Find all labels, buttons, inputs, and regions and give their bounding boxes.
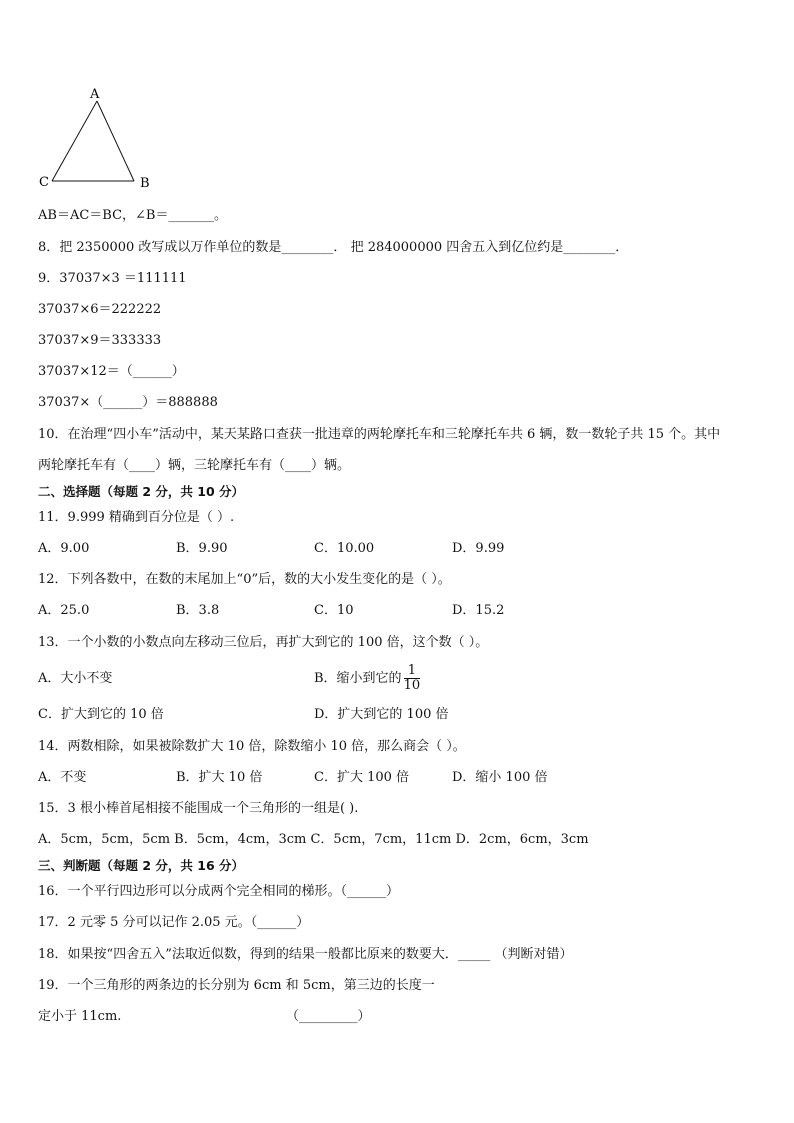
section2-title: 二、选择题（每题 2 分，共 10 分） [38,484,245,499]
q10-line1: 10．在治理“四小车”活动中，某天某路口查获一批违章的两轮摩托车和三轮摩托车共 6 辆，数一数轮子共 15 个。其中 [38,427,721,442]
vertex-a-label: A [90,87,100,102]
q18-text: 18．如果按“四舍五入”法取近似数，得到的结果一般都比原来的数要大．_____ （判断对错） [38,947,573,962]
q13-option-b-text: B．缩小到它的 [314,671,402,686]
q9-line3: 37037×9＝333333 [38,333,162,348]
q14-option-b: B．扩大 10 倍 [176,770,263,785]
q13-stem: 13．一个小数的小数点向左移动三位后，再扩大到它的 100 倍，这个数（ ）。 [38,635,489,650]
q13-option-d: D．扩大到它的 100 倍 [314,707,449,722]
q11-option-d: D．9.99 [452,541,505,556]
fraction-one-tenth [404,664,421,693]
q12-stem: 12．下列各数中，在数的末尾加上“0”后，数的大小发生变化的是（ ）。 [38,572,451,587]
q13-option-b [314,660,420,698]
q19-line1: 19．一个三角形的两条边的长分别为 6cm 和 5cm，第三边的长度一 [38,978,435,993]
q11-option-c: C．10.00 [314,541,375,556]
q13-option-c: C．扩大到它的 10 倍 [38,707,164,722]
q11-option-a: A．9.00 [38,541,90,556]
q12-option-a: A．25.0 [38,603,90,618]
fraction-denominator: 10 [403,678,421,693]
q14-option-d: D．缩小 100 倍 [452,770,548,785]
side-ab [97,101,134,181]
side-ca [52,101,97,181]
q19-line2: 定小于 11cm. [38,1009,122,1024]
vertex-b-label: B [140,176,150,191]
q9-line4: 37037×12＝（______） [38,364,185,379]
q13-option-a: A．大小不变 [38,671,113,686]
q15-stem: 15．3 根小棒首尾相接不能围成一个三角形的一组是( ). [38,801,359,816]
q12-option-b: B．3.8 [176,603,220,618]
q12-option-c: C．10 [314,603,354,618]
q19-blank: （_________） [286,1009,371,1024]
q9-line1: 9．37037×3 ＝111111 [38,271,187,286]
triangle-figure [30,82,170,192]
section3-title: 三、判断题（每题 2 分，共 16 分） [38,858,245,873]
q11-stem: 11．9.999 精确到百分位是（ ）. [38,510,235,525]
vertex-c-label: C [39,175,49,190]
q12-option-d: D．15.2 [452,603,505,618]
q7-text: AB＝AC＝BC，∠B＝_______。 [38,208,227,223]
q14-option-c: C．扩大 100 倍 [314,770,410,785]
q15-options: A．5cm，5cm，5cm B．5cm，4cm，3cm C．5cm，7cm，11cm D．2cm，6cm，3cm [38,832,589,847]
q14-stem: 14．两数相除，如果被除数扩大 10 倍，除数缩小 10 倍，那么商会（ ）。 [38,739,466,754]
q8-text: 8．把 2350000 改写成以万作单位的数是________． 把 284000000 四舍五入到亿位约是________． [38,240,629,255]
q11-option-b: B．9.90 [176,541,228,556]
q9-line5: 37037×（______）＝888888 [38,395,218,410]
q9-line2: 37037×6＝222222 [38,302,162,317]
q16-text: 16．一个平行四边形可以分成两个完全相同的梯形。（______） [38,884,400,899]
q10-line2: 两轮摩托车有（____）辆，三轮摩托车有（____）辆。 [38,458,351,473]
q17-text: 17．2 元零 5 分可以记作 2.05 元。（______） [38,915,310,930]
fraction-numerator: 1 [404,664,421,679]
q14-option-a: A．不变 [38,770,87,785]
